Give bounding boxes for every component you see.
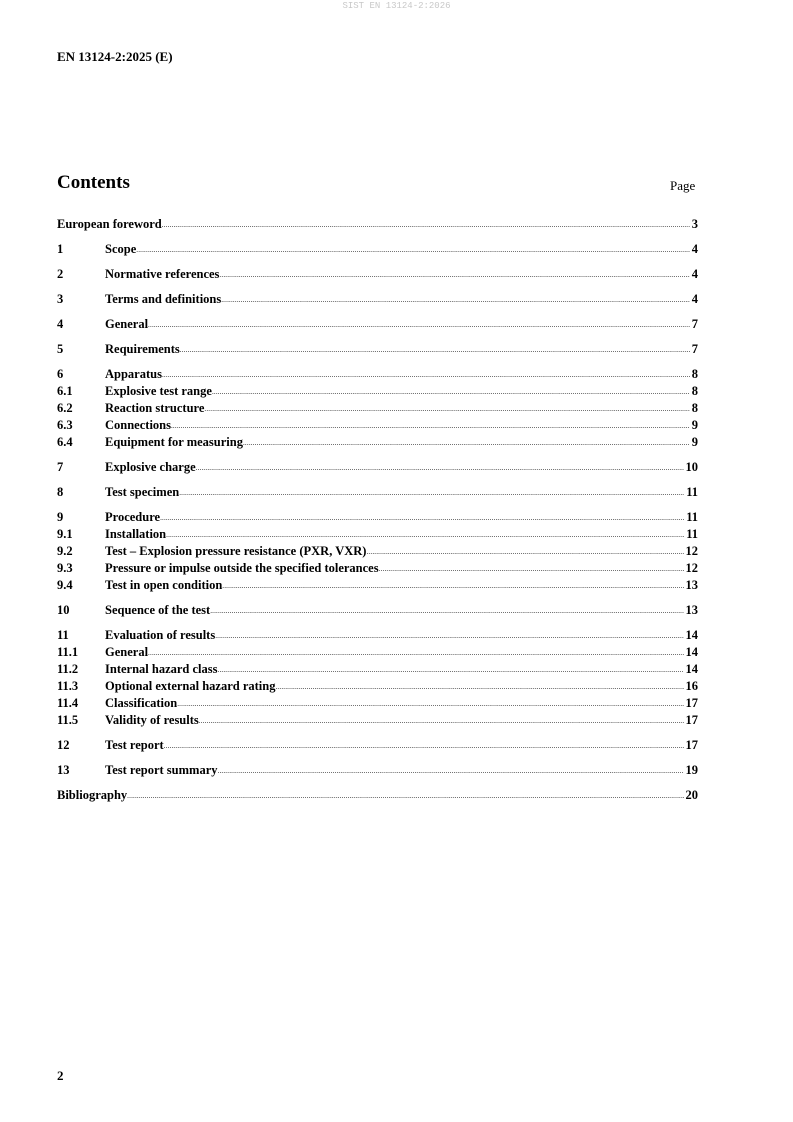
document-header: EN 13124-2:2025 (E) xyxy=(57,49,173,64)
toc-entry-page: 16 xyxy=(685,679,698,693)
toc-entry-number: 12 xyxy=(57,738,70,752)
dot-leader xyxy=(221,291,690,308)
toc-entry[interactable] xyxy=(57,459,698,476)
toc-entry[interactable] xyxy=(57,787,698,804)
toc-entry-page: 4 xyxy=(691,242,698,256)
toc-entry-title[interactable]: Optional external hazard rating xyxy=(105,679,276,693)
toc-entry[interactable] xyxy=(57,661,698,678)
toc-entry-title[interactable]: Terms and definitions xyxy=(105,292,222,306)
toc-entry-page: 14 xyxy=(685,628,698,642)
toc-entry-title[interactable]: Equipment for measuring xyxy=(105,435,243,449)
toc-entry-number: 11.1 xyxy=(57,645,79,659)
toc-entry-number: 11.4 xyxy=(57,696,79,710)
toc-entry-title[interactable]: Test in open condition xyxy=(105,578,223,592)
dot-leader xyxy=(166,526,684,543)
toc-entry-number: 6.2 xyxy=(57,401,73,415)
toc-entry-title[interactable]: Scope xyxy=(105,242,137,256)
toc-entry[interactable] xyxy=(57,577,698,594)
toc-entry-page: 14 xyxy=(685,645,698,659)
dot-leader xyxy=(196,459,684,476)
toc-entry-title[interactable]: General xyxy=(105,645,149,659)
toc-entry-number: 9.4 xyxy=(57,578,73,592)
toc-entry-page: 9 xyxy=(691,418,698,432)
toc-entry-page: 11 xyxy=(686,527,698,541)
toc-entry-number: 3 xyxy=(57,292,64,306)
dot-leader xyxy=(179,484,684,501)
dot-leader xyxy=(212,383,690,400)
toc-entry-page: 14 xyxy=(685,662,698,676)
toc-entry-title[interactable]: Test – Explosion pressure resistance (PXR, VXR) xyxy=(105,544,367,558)
toc-entry-page: 12 xyxy=(685,561,698,575)
toc-entry-title[interactable]: Connections xyxy=(105,418,171,432)
dot-leader xyxy=(127,787,683,804)
toc-entry[interactable] xyxy=(57,543,698,560)
toc-entry-page: 8 xyxy=(691,401,698,415)
toc-entry[interactable] xyxy=(57,644,698,661)
toc-entry[interactable] xyxy=(57,678,698,695)
toc-entry-number: 9.1 xyxy=(57,527,73,541)
toc-entry-page: 17 xyxy=(685,713,698,727)
toc-entry[interactable] xyxy=(57,291,698,308)
toc-entry[interactable] xyxy=(57,383,698,400)
toc-entry[interactable] xyxy=(57,762,698,779)
toc-entry[interactable] xyxy=(57,417,698,434)
dot-leader xyxy=(136,241,690,258)
toc-entry-title[interactable]: Normative references xyxy=(105,267,220,281)
toc-entry-page: 4 xyxy=(691,292,698,306)
dot-leader xyxy=(210,602,683,619)
toc-entry-number: 5 xyxy=(57,342,64,356)
toc-entry[interactable] xyxy=(57,602,698,619)
dot-leader xyxy=(162,366,690,383)
toc-entry[interactable] xyxy=(57,627,698,644)
toc-entry[interactable] xyxy=(57,434,698,451)
toc-entry-page: 13 xyxy=(685,578,698,592)
toc-entry-number: 6.1 xyxy=(57,384,73,398)
dot-leader xyxy=(177,695,683,712)
dot-leader xyxy=(180,341,690,358)
toc-entry-page: 10 xyxy=(685,460,698,474)
toc-entry-number: 11.2 xyxy=(57,662,79,676)
toc-entry-number: 4 xyxy=(57,317,64,331)
toc-entry-page: 8 xyxy=(691,367,698,381)
toc-entry-number: 2 xyxy=(57,267,64,281)
toc-entry[interactable] xyxy=(57,241,698,258)
toc-entry-title[interactable]: Explosive charge xyxy=(105,460,196,474)
dot-leader xyxy=(222,577,683,594)
page-number: 2 xyxy=(57,1068,64,1083)
toc-entry-title[interactable]: Classification xyxy=(105,696,178,710)
page-column-label: Page xyxy=(670,178,696,193)
toc-entry[interactable] xyxy=(57,266,698,283)
toc-entry-title[interactable]: Evaluation of results xyxy=(105,628,216,642)
dot-leader xyxy=(162,216,690,233)
toc-entry-page: 4 xyxy=(691,267,698,281)
toc-entry-title[interactable]: Test specimen xyxy=(105,485,180,499)
toc-entry[interactable] xyxy=(57,341,698,358)
dot-leader xyxy=(218,762,684,779)
table-of-contents xyxy=(57,216,698,804)
toc-entry-title[interactable]: Pressure or impulse outside the specified tolerances xyxy=(105,561,379,575)
toc-entry[interactable] xyxy=(57,695,698,712)
dot-leader xyxy=(366,543,683,560)
toc-entry[interactable] xyxy=(57,316,698,333)
toc-entry-title[interactable]: Test report summary xyxy=(105,763,218,777)
dot-leader xyxy=(199,712,684,729)
toc-entry-number: 11.3 xyxy=(57,679,79,693)
toc-entry-title[interactable]: Apparatus xyxy=(105,367,162,381)
toc-entry-page: 7 xyxy=(691,317,698,331)
toc-entry-title[interactable]: Explosive test range xyxy=(105,384,212,398)
toc-entry-number: 9.2 xyxy=(57,544,73,558)
dot-leader xyxy=(379,560,684,577)
toc-entry-title[interactable]: Requirements xyxy=(105,342,180,356)
dot-leader xyxy=(218,661,684,678)
toc-entry[interactable] xyxy=(57,216,698,233)
dot-leader xyxy=(243,434,690,451)
toc-entry-number: 9.3 xyxy=(57,561,73,575)
toc-entry-number: 6 xyxy=(57,367,64,381)
toc-entry-page: 17 xyxy=(685,738,698,752)
toc-entry[interactable] xyxy=(57,560,698,577)
toc-entry-page: 19 xyxy=(685,763,698,777)
toc-entry-number: 11.5 xyxy=(57,713,79,727)
toc-entry-title[interactable]: Sequence of the test xyxy=(105,603,211,617)
dot-leader xyxy=(204,400,689,417)
dot-leader xyxy=(148,644,683,661)
toc-entry-number: 10 xyxy=(57,603,70,617)
toc-entry-page: 13 xyxy=(685,603,698,617)
toc-entry-number: 1 xyxy=(57,242,64,256)
toc-entry[interactable] xyxy=(57,484,698,501)
page-title: Contents xyxy=(57,172,130,193)
dot-leader xyxy=(164,737,684,754)
toc-entry-title[interactable]: European foreword xyxy=(57,217,162,231)
watermark: SIST EN 13124-2:2026 xyxy=(342,1,451,11)
toc-entry-page: 8 xyxy=(691,384,698,398)
dot-leader xyxy=(275,678,683,695)
toc-entry[interactable] xyxy=(57,400,698,417)
toc-entry[interactable] xyxy=(57,712,698,729)
toc-entry[interactable] xyxy=(57,366,698,383)
toc-entry-page: 11 xyxy=(686,485,698,499)
toc-entry-number: 7 xyxy=(57,460,64,474)
toc-entry[interactable] xyxy=(57,509,698,526)
toc-entry-page: 7 xyxy=(691,342,698,356)
toc-entry-page: 3 xyxy=(691,217,698,231)
toc-entry-title[interactable]: Internal hazard class xyxy=(105,662,218,676)
toc-entry-title[interactable]: Installation xyxy=(105,527,167,541)
toc-entry-page: 17 xyxy=(685,696,698,710)
dot-leader xyxy=(160,509,684,526)
toc-entry-title[interactable]: General xyxy=(105,317,149,331)
toc-entry-title[interactable]: Procedure xyxy=(105,510,161,524)
toc-entry-number: 11 xyxy=(57,628,69,642)
toc-entry-title[interactable]: Test report xyxy=(105,738,164,752)
toc-entry-title[interactable]: Bibliography xyxy=(57,788,128,802)
toc-entry-page: 9 xyxy=(691,435,698,449)
toc-entry-number: 6.3 xyxy=(57,418,73,432)
dot-leader xyxy=(215,627,683,644)
dot-leader xyxy=(171,417,690,434)
toc-entry-title[interactable]: Reaction structure xyxy=(105,401,205,415)
dot-leader xyxy=(219,266,689,283)
toc-entry-number: 8 xyxy=(57,485,64,499)
dot-leader xyxy=(148,316,690,333)
toc-entry-title[interactable]: Validity of results xyxy=(105,713,199,727)
toc-entry-page: 11 xyxy=(686,510,698,524)
toc-entry-number: 13 xyxy=(57,763,70,777)
toc-entry[interactable] xyxy=(57,526,698,543)
toc-entry-number: 6.4 xyxy=(57,435,73,449)
toc-entry-page: 20 xyxy=(685,788,698,802)
toc-entry-page: 12 xyxy=(685,544,698,558)
toc-entry[interactable] xyxy=(57,737,698,754)
toc-entry-number: 9 xyxy=(57,510,64,524)
